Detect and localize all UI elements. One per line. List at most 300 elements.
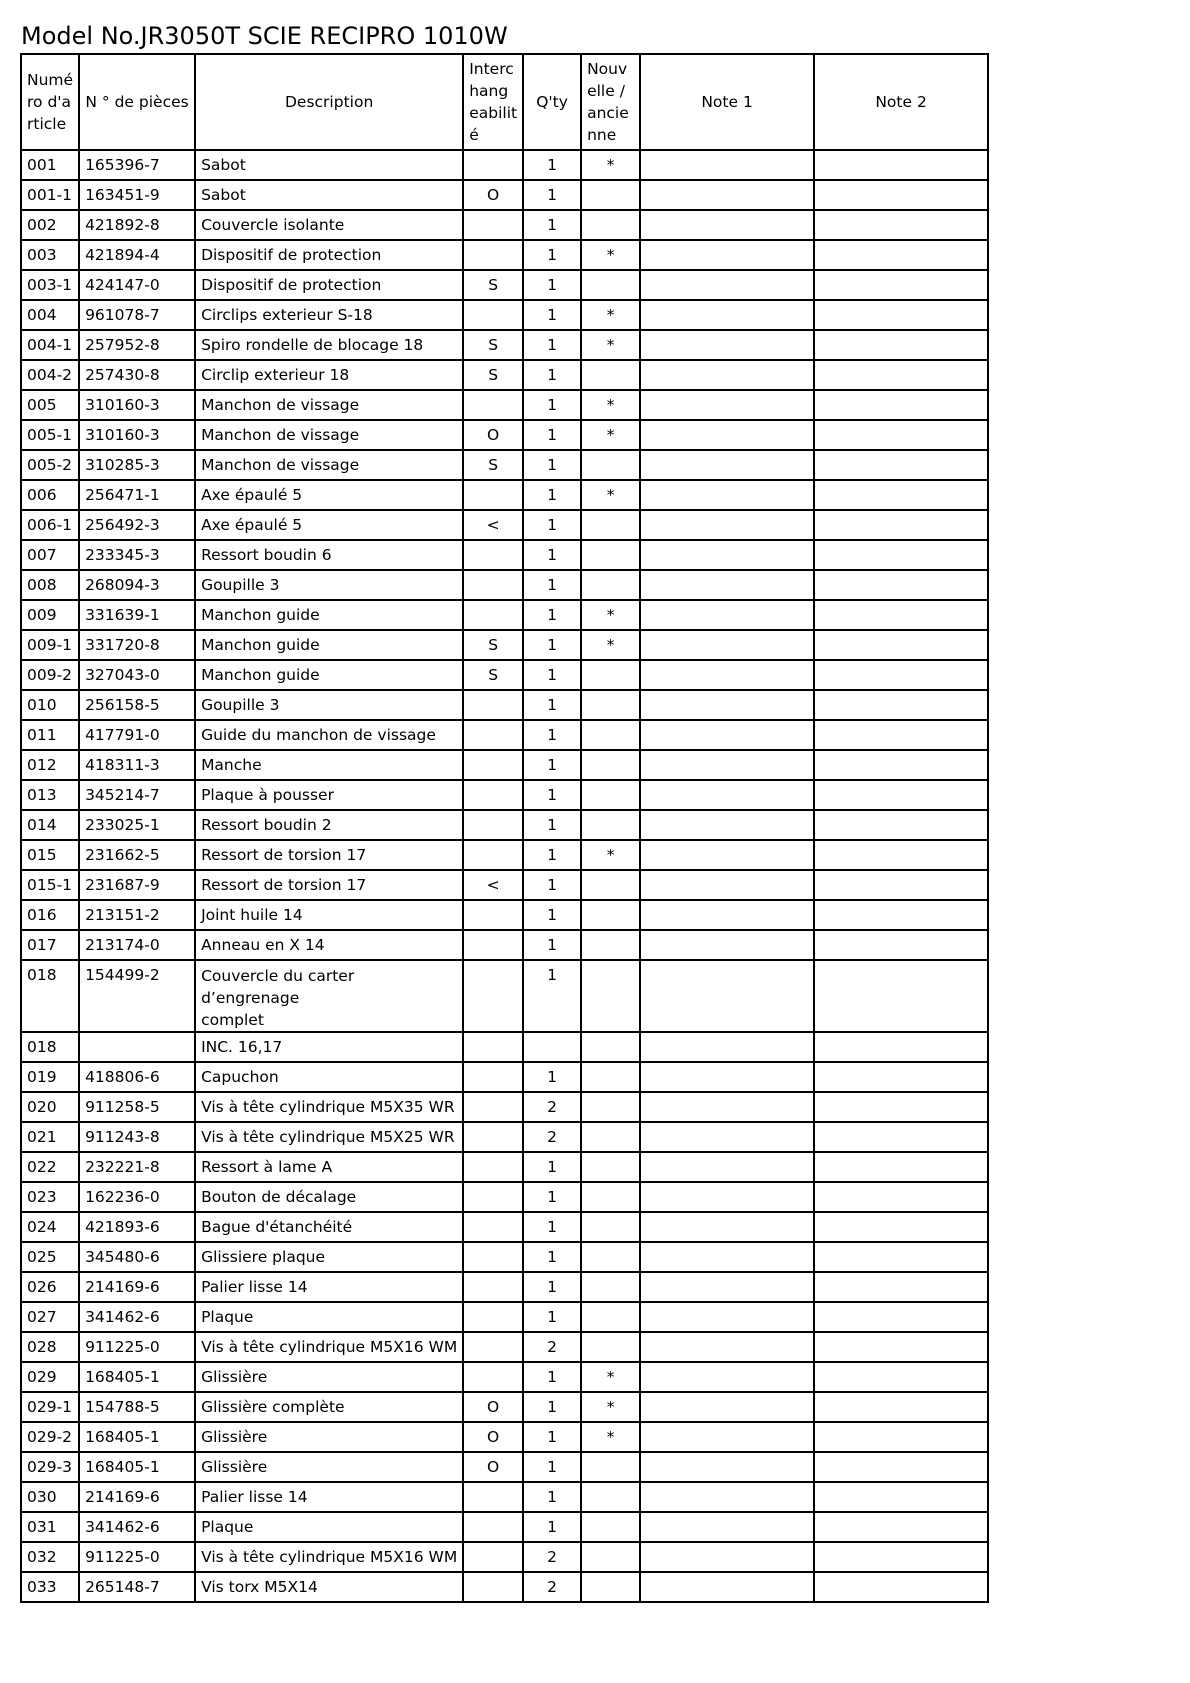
cell-note-1: [640, 840, 814, 870]
table-row: [21, 480, 988, 510]
cell-new-old: [581, 660, 640, 690]
cell-description: Ressort boudin 6: [195, 540, 463, 570]
table-row: [21, 600, 988, 630]
cell-new-old: *: [581, 840, 640, 870]
cell-description: Ressort de torsion 17: [195, 840, 463, 870]
cell-note-1: [640, 1422, 814, 1452]
cell-quantity: 1: [523, 1512, 581, 1542]
cell-note-1: [640, 870, 814, 900]
cell-article-number: 004: [21, 300, 79, 330]
cell-interchangeability: [463, 810, 523, 840]
cell-quantity: 1: [523, 1242, 581, 1272]
cell-note-2: [814, 1242, 988, 1272]
cell-quantity: 1: [523, 720, 581, 750]
cell-new-old: *: [581, 240, 640, 270]
cell-description: Bague d'étanchéité: [195, 1212, 463, 1242]
cell-interchangeability: [463, 1332, 523, 1362]
cell-part-number: 331720-8: [79, 630, 195, 660]
cell-note-2: [814, 660, 988, 690]
cell-note-2: [814, 150, 988, 180]
cell-article-number: 001-1: [21, 180, 79, 210]
cell-interchangeability: [463, 1302, 523, 1332]
cell-interchangeability: [463, 1272, 523, 1302]
header-description: Description: [195, 54, 463, 150]
cell-description: INC. 16,17: [195, 1032, 463, 1062]
cell-part-number: 165396-7: [79, 150, 195, 180]
cell-description: Capuchon: [195, 1062, 463, 1092]
cell-note-1: [640, 510, 814, 540]
table-row: [21, 270, 988, 300]
cell-description: Manchon guide: [195, 660, 463, 690]
cell-interchangeability: O: [463, 1422, 523, 1452]
cell-new-old: [581, 1062, 640, 1092]
cell-note-2: [814, 1062, 988, 1092]
cell-part-number: 268094-3: [79, 570, 195, 600]
cell-interchangeability: [463, 1482, 523, 1512]
cell-new-old: [581, 510, 640, 540]
cell-note-1: [640, 600, 814, 630]
cell-note-1: [640, 1452, 814, 1482]
cell-new-old: [581, 1152, 640, 1182]
cell-note-1: [640, 480, 814, 510]
cell-note-2: [814, 1092, 988, 1122]
cell-quantity: 1: [523, 480, 581, 510]
table-row: [21, 180, 988, 210]
cell-new-old: [581, 1182, 640, 1212]
cell-new-old: [581, 930, 640, 960]
cell-quantity: 1: [523, 600, 581, 630]
cell-new-old: [581, 360, 640, 390]
cell-note-1: [640, 360, 814, 390]
cell-description: Dispositif de protection: [195, 240, 463, 270]
cell-part-number: 421894-4: [79, 240, 195, 270]
cell-note-2: [814, 1362, 988, 1392]
table-row: [21, 450, 988, 480]
cell-article-number: 006: [21, 480, 79, 510]
cell-interchangeability: [463, 900, 523, 930]
cell-article-number: 029-3: [21, 1452, 79, 1482]
cell-description: Manchon guide: [195, 600, 463, 630]
cell-part-number: 310285-3: [79, 450, 195, 480]
cell-note-1: [640, 180, 814, 210]
cell-article-number: 030: [21, 1482, 79, 1512]
cell-note-2: [814, 300, 988, 330]
cell-article-number: 005: [21, 390, 79, 420]
cell-part-number: 233345-3: [79, 540, 195, 570]
cell-note-1: [640, 1122, 814, 1152]
cell-description: Palier lisse 14: [195, 1482, 463, 1512]
cell-quantity: 1: [523, 1302, 581, 1332]
cell-part-number: 154499-2: [79, 960, 195, 1032]
cell-article-number: 015-1: [21, 870, 79, 900]
table-row: [21, 540, 988, 570]
cell-part-number: 911243-8: [79, 1122, 195, 1152]
cell-article-number: 028: [21, 1332, 79, 1362]
cell-new-old: *: [581, 300, 640, 330]
cell-part-number: 310160-3: [79, 390, 195, 420]
cell-part-number: 256492-3: [79, 510, 195, 540]
table-row: [21, 1482, 988, 1512]
cell-quantity: 1: [523, 150, 581, 180]
cell-description: Glissière: [195, 1452, 463, 1482]
cell-article-number: 026: [21, 1272, 79, 1302]
cell-interchangeability: [463, 960, 523, 1032]
cell-quantity: 1: [523, 630, 581, 660]
table-row: [21, 570, 988, 600]
cell-quantity: 1: [523, 900, 581, 930]
cell-quantity: 1: [523, 780, 581, 810]
cell-new-old: *: [581, 420, 640, 450]
cell-part-number: 418311-3: [79, 750, 195, 780]
cell-new-old: *: [581, 480, 640, 510]
cell-article-number: 010: [21, 690, 79, 720]
cell-article-number: 002: [21, 210, 79, 240]
cell-interchangeability: <: [463, 870, 523, 900]
cell-note-1: [640, 930, 814, 960]
cell-interchangeability: [463, 690, 523, 720]
cell-new-old: [581, 870, 640, 900]
cell-description: Vis à tête cylindrique M5X16 WM: [195, 1332, 463, 1362]
cell-new-old: [581, 1032, 640, 1062]
cell-quantity: 1: [523, 210, 581, 240]
cell-part-number: 417791-0: [79, 720, 195, 750]
cell-article-number: 004-2: [21, 360, 79, 390]
cell-interchangeability: [463, 1512, 523, 1542]
cell-new-old: [581, 1122, 640, 1152]
cell-note-2: [814, 1572, 988, 1602]
cell-interchangeability: [463, 300, 523, 330]
cell-note-2: [814, 690, 988, 720]
cell-interchangeability: [463, 720, 523, 750]
cell-interchangeability: [463, 1212, 523, 1242]
cell-note-2: [814, 270, 988, 300]
cell-quantity: 1: [523, 660, 581, 690]
cell-article-number: 021: [21, 1122, 79, 1152]
header-note-1: Note 1: [640, 54, 814, 150]
cell-new-old: [581, 1452, 640, 1482]
cell-note-1: [640, 960, 814, 1032]
cell-new-old: [581, 1272, 640, 1302]
cell-interchangeability: [463, 390, 523, 420]
table-row: [21, 660, 988, 690]
cell-description: Joint huile 14: [195, 900, 463, 930]
cell-interchangeability: [463, 1092, 523, 1122]
cell-quantity: 1: [523, 330, 581, 360]
cell-new-old: [581, 720, 640, 750]
cell-new-old: *: [581, 150, 640, 180]
table-row: [21, 210, 988, 240]
cell-note-1: [640, 750, 814, 780]
cell-part-number: 213174-0: [79, 930, 195, 960]
table-row: [21, 1182, 988, 1212]
cell-new-old: [581, 270, 640, 300]
page-title: Model No.JR3050T SCIE RECIPRO 1010W: [21, 22, 508, 50]
cell-note-1: [640, 1512, 814, 1542]
table-row: [21, 1032, 988, 1062]
table-row: [21, 1422, 988, 1452]
cell-article-number: 017: [21, 930, 79, 960]
cell-new-old: [581, 180, 640, 210]
table-header-row: [21, 54, 988, 150]
cell-quantity: 1: [523, 510, 581, 540]
cell-interchangeability: [463, 150, 523, 180]
cell-part-number: 421892-8: [79, 210, 195, 240]
cell-note-2: [814, 420, 988, 450]
cell-description: Spiro rondelle de blocage 18: [195, 330, 463, 360]
cell-quantity: 1: [523, 750, 581, 780]
cell-article-number: 022: [21, 1152, 79, 1182]
cell-article-number: 027: [21, 1302, 79, 1332]
cell-note-2: [814, 900, 988, 930]
cell-note-2: [814, 1392, 988, 1422]
cell-part-number: 911225-0: [79, 1332, 195, 1362]
cell-description: Vis à tête cylindrique M5X16 WM: [195, 1542, 463, 1572]
cell-quantity: 1: [523, 690, 581, 720]
cell-description: Vis torx M5X14: [195, 1572, 463, 1602]
cell-article-number: 001: [21, 150, 79, 180]
header-numero-article: Numé ro d'a rticle: [21, 54, 79, 150]
cell-interchangeability: [463, 750, 523, 780]
cell-interchangeability: S: [463, 660, 523, 690]
table-row: [21, 1332, 988, 1362]
parts-table: [20, 53, 989, 1603]
cell-note-1: [640, 690, 814, 720]
cell-description: Guide du manchon de vissage: [195, 720, 463, 750]
cell-new-old: *: [581, 1422, 640, 1452]
cell-quantity: 1: [523, 1062, 581, 1092]
table-row: [21, 390, 988, 420]
cell-article-number: 013: [21, 780, 79, 810]
cell-quantity: 1: [523, 270, 581, 300]
cell-note-1: [640, 1482, 814, 1512]
cell-interchangeability: [463, 600, 523, 630]
cell-description: Manchon de vissage: [195, 420, 463, 450]
cell-interchangeability: [463, 1122, 523, 1152]
header-part-number: N ° de pièces: [79, 54, 195, 150]
cell-quantity: 1: [523, 1152, 581, 1182]
cell-quantity: 2: [523, 1542, 581, 1572]
cell-interchangeability: [463, 780, 523, 810]
cell-note-2: [814, 1512, 988, 1542]
cell-part-number: 168405-1: [79, 1452, 195, 1482]
cell-description: Manchon de vissage: [195, 390, 463, 420]
table-row: [21, 930, 988, 960]
cell-note-2: [814, 450, 988, 480]
table-row: [21, 870, 988, 900]
cell-description: Couvercle isolante: [195, 210, 463, 240]
cell-description: Axe épaulé 5: [195, 510, 463, 540]
cell-note-1: [640, 660, 814, 690]
cell-interchangeability: S: [463, 270, 523, 300]
cell-interchangeability: S: [463, 360, 523, 390]
cell-new-old: [581, 1302, 640, 1332]
cell-note-1: [640, 1392, 814, 1422]
cell-new-old: *: [581, 1392, 640, 1422]
table-row: [21, 1122, 988, 1152]
cell-article-number: 012: [21, 750, 79, 780]
cell-note-1: [640, 420, 814, 450]
cell-description: Couvercle du carter d’engrenage complet: [195, 960, 463, 1032]
cell-article-number: 009-2: [21, 660, 79, 690]
cell-quantity: 1: [523, 450, 581, 480]
cell-new-old: [581, 210, 640, 240]
cell-note-2: [814, 1212, 988, 1242]
cell-article-number: 025: [21, 1242, 79, 1272]
cell-description: Goupille 3: [195, 690, 463, 720]
cell-note-2: [814, 180, 988, 210]
cell-note-1: [640, 1182, 814, 1212]
cell-note-2: [814, 600, 988, 630]
cell-note-1: [640, 270, 814, 300]
cell-part-number: 421893-6: [79, 1212, 195, 1242]
cell-note-2: [814, 540, 988, 570]
cell-part-number: 911258-5: [79, 1092, 195, 1122]
cell-part-number: 310160-3: [79, 420, 195, 450]
cell-note-2: [814, 870, 988, 900]
cell-new-old: [581, 900, 640, 930]
cell-description: Axe épaulé 5: [195, 480, 463, 510]
cell-note-2: [814, 360, 988, 390]
cell-part-number: 911225-0: [79, 1542, 195, 1572]
cell-new-old: *: [581, 390, 640, 420]
cell-note-1: [640, 1362, 814, 1392]
header-new-old: Nouv elle / ancie nne: [581, 54, 640, 150]
cell-quantity: 1: [523, 570, 581, 600]
cell-interchangeability: [463, 1032, 523, 1062]
cell-description: Plaque: [195, 1512, 463, 1542]
cell-note-1: [640, 630, 814, 660]
cell-interchangeability: [463, 1062, 523, 1092]
cell-article-number: 011: [21, 720, 79, 750]
cell-note-1: [640, 450, 814, 480]
cell-interchangeability: [463, 1182, 523, 1212]
table-row: [21, 780, 988, 810]
cell-quantity: 1: [523, 390, 581, 420]
table-row: [21, 1362, 988, 1392]
cell-note-1: [640, 1332, 814, 1362]
cell-note-2: [814, 1452, 988, 1482]
cell-interchangeability: O: [463, 1452, 523, 1482]
cell-interchangeability: [463, 840, 523, 870]
cell-note-1: [640, 330, 814, 360]
cell-note-1: [640, 1242, 814, 1272]
table-row: [21, 360, 988, 390]
cell-quantity: 1: [523, 1392, 581, 1422]
table-row: [21, 750, 988, 780]
cell-interchangeability: O: [463, 180, 523, 210]
cell-part-number: 168405-1: [79, 1362, 195, 1392]
cell-new-old: [581, 960, 640, 1032]
cell-article-number: 016: [21, 900, 79, 930]
cell-new-old: [581, 750, 640, 780]
cell-note-1: [640, 210, 814, 240]
cell-part-number: 418806-6: [79, 1062, 195, 1092]
cell-part-number: 154788-5: [79, 1392, 195, 1422]
cell-quantity: 1: [523, 240, 581, 270]
cell-interchangeability: [463, 1362, 523, 1392]
cell-interchangeability: [463, 1572, 523, 1602]
cell-note-2: [814, 960, 988, 1032]
cell-part-number: 341462-6: [79, 1512, 195, 1542]
cell-quantity: 1: [523, 1362, 581, 1392]
cell-note-1: [640, 1542, 814, 1572]
cell-note-1: [640, 240, 814, 270]
cell-new-old: [581, 1092, 640, 1122]
table-row: [21, 1062, 988, 1092]
cell-interchangeability: S: [463, 450, 523, 480]
cell-description: Circlip exterieur 18: [195, 360, 463, 390]
cell-note-2: [814, 1272, 988, 1302]
cell-note-2: [814, 720, 988, 750]
cell-part-number: 265148-7: [79, 1572, 195, 1602]
table-row: [21, 1152, 988, 1182]
cell-note-1: [640, 720, 814, 750]
cell-description: Glissière complète: [195, 1392, 463, 1422]
cell-note-2: [814, 1182, 988, 1212]
cell-new-old: [581, 1332, 640, 1362]
cell-note-2: [814, 570, 988, 600]
cell-note-1: [640, 150, 814, 180]
cell-interchangeability: S: [463, 630, 523, 660]
cell-new-old: *: [581, 1362, 640, 1392]
cell-part-number: 327043-0: [79, 660, 195, 690]
cell-article-number: 014: [21, 810, 79, 840]
cell-article-number: 005-2: [21, 450, 79, 480]
cell-part-number: 213151-2: [79, 900, 195, 930]
cell-part-number: 331639-1: [79, 600, 195, 630]
cell-description: Glissiere plaque: [195, 1242, 463, 1272]
cell-new-old: [581, 1482, 640, 1512]
cell-part-number: 424147-0: [79, 270, 195, 300]
cell-new-old: *: [581, 630, 640, 660]
cell-new-old: *: [581, 600, 640, 630]
header-quantity: Q'ty: [523, 54, 581, 150]
cell-new-old: *: [581, 330, 640, 360]
cell-part-number: [79, 1032, 195, 1062]
cell-article-number: 006-1: [21, 510, 79, 540]
cell-article-number: 004-1: [21, 330, 79, 360]
cell-note-2: [814, 840, 988, 870]
cell-interchangeability: [463, 930, 523, 960]
cell-description: Ressort de torsion 17: [195, 870, 463, 900]
cell-quantity: 1: [523, 960, 581, 1032]
cell-quantity: 1: [523, 1272, 581, 1302]
cell-note-2: [814, 240, 988, 270]
cell-article-number: 024: [21, 1212, 79, 1242]
cell-note-2: [814, 330, 988, 360]
cell-part-number: 257952-8: [79, 330, 195, 360]
cell-quantity: 1: [523, 360, 581, 390]
table-row: [21, 1572, 988, 1602]
cell-interchangeability: [463, 1242, 523, 1272]
cell-article-number: 029: [21, 1362, 79, 1392]
cell-note-1: [640, 570, 814, 600]
header-interchangeability: Interc hang eabilit é: [463, 54, 523, 150]
cell-description: Glissière: [195, 1362, 463, 1392]
cell-quantity: 2: [523, 1332, 581, 1362]
cell-quantity: 1: [523, 1182, 581, 1212]
cell-note-2: [814, 1422, 988, 1452]
cell-new-old: [581, 450, 640, 480]
cell-description: Sabot: [195, 180, 463, 210]
cell-description: Dispositif de protection: [195, 270, 463, 300]
cell-interchangeability: [463, 480, 523, 510]
cell-note-2: [814, 480, 988, 510]
cell-description: Anneau en X 14: [195, 930, 463, 960]
cell-quantity: 1: [523, 300, 581, 330]
cell-note-1: [640, 1032, 814, 1062]
cell-article-number: 029-2: [21, 1422, 79, 1452]
